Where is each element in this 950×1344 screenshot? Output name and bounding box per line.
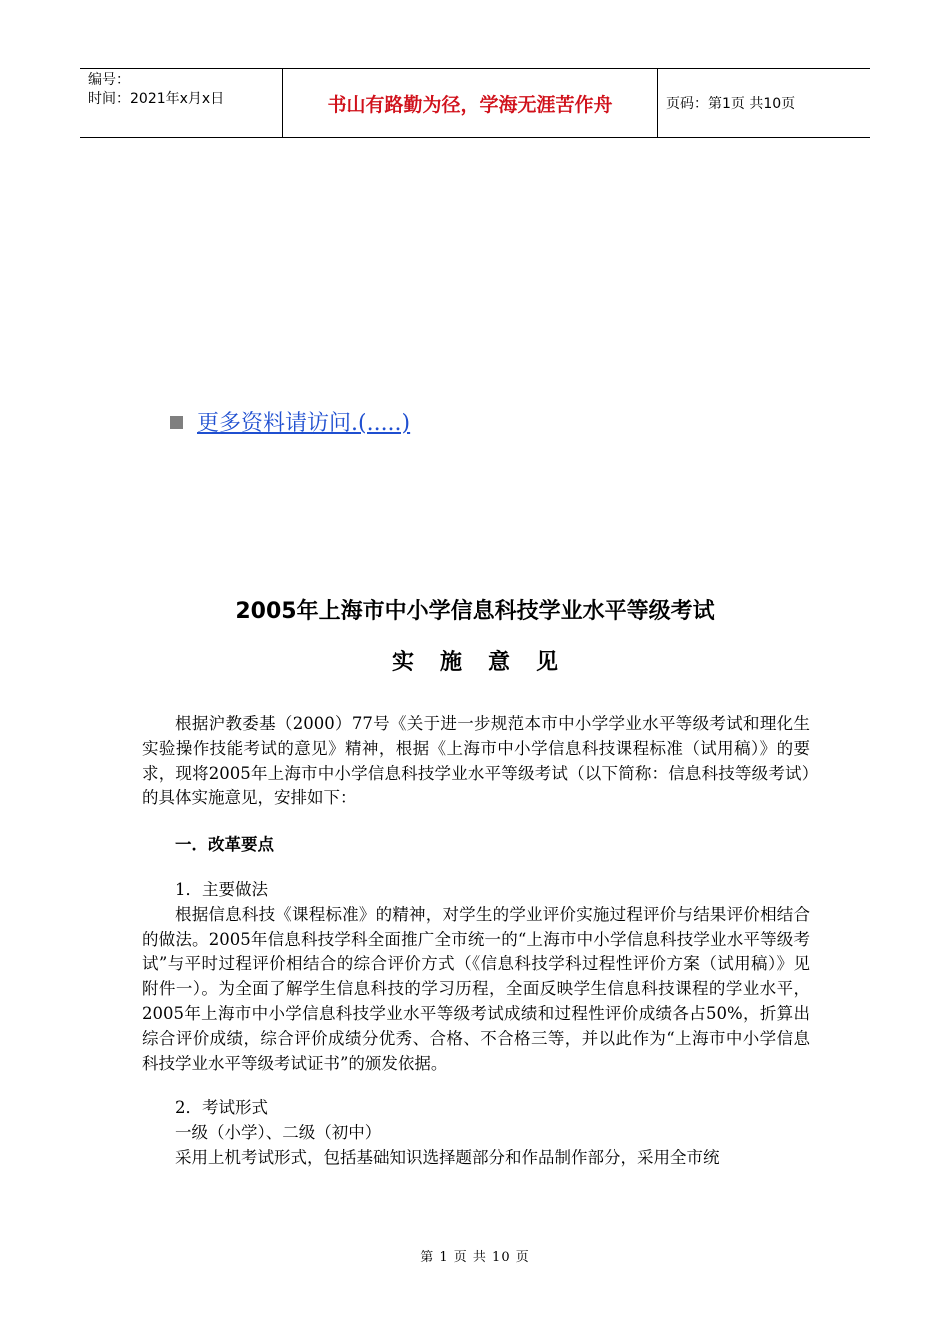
header-page-info: 页码：第1页 共10页 xyxy=(666,96,796,112)
item-paragraph: 根据信息科技《课程标准》的精神，对学生的学业评价实施过程评价与结果评价相结合的做法。2005年信息科技学科全面推广全市统一的“上海市中小学信息科技学业水平等级考试”与平时过程评价相结合的综合评价方式（《信息科技学科过程性评价方案（试用稿）》见附件一）。为全面了解学生信息科技的学习历程，全面反映学生信息科技课程的学业水平，2005年上海市中小学信息科技学业水平等级考试成绩和过程性评价成绩各占50%，折算出综合评价成绩，综合评价成绩分优秀、合格、不合格三等，并以此作为“上海市中小学信息科技学业水平等级考试证书”的颁发依据。 xyxy=(142,904,810,1073)
intro-paragraph: 根据沪教委基（2000）77号《关于进一步规范本市中小学学业水平等级考试和理化生实验操作技能考试的意见》精神，根据《上海市中小学信息科技课程标准（试用稿）》的要求，现将2005年上海市中小学信息科技学业水平等级考试（以下简称：信息科技等级考试）的具体实施意见，安排如下： xyxy=(142,714,810,808)
item-title: 1．主要做法 xyxy=(175,879,268,899)
page-header xyxy=(80,68,870,138)
header-meta xyxy=(80,69,282,137)
item-paragraph: 采用上机考试形式，包括基础知识选择题部分和作品制作部分，采用全市统 xyxy=(175,1147,720,1167)
number-label: 编号： xyxy=(88,72,130,88)
square-bullet-icon xyxy=(170,416,183,429)
item-level: 一级（小学）、二级（初中） xyxy=(175,1123,382,1143)
header-motto: 书山有路勤为径，学海无涯苦作舟 xyxy=(282,69,658,137)
resource-link[interactable]: 更多资料请访问.(.....) xyxy=(197,411,411,436)
item-title: 2．考试形式 xyxy=(175,1098,268,1118)
section-heading: 一．改革要点 xyxy=(175,835,274,855)
document-title: 2005年上海市中小学信息科技学业水平等级考试 xyxy=(235,599,715,624)
page-footer: 第 1 页 共 10 页 xyxy=(420,1250,530,1265)
resource-link-line xyxy=(170,406,410,437)
time-label: 时间：2021年x月x日 xyxy=(88,91,225,107)
document-body xyxy=(142,712,810,1171)
document-subtitle: 实施意见 xyxy=(391,650,584,675)
